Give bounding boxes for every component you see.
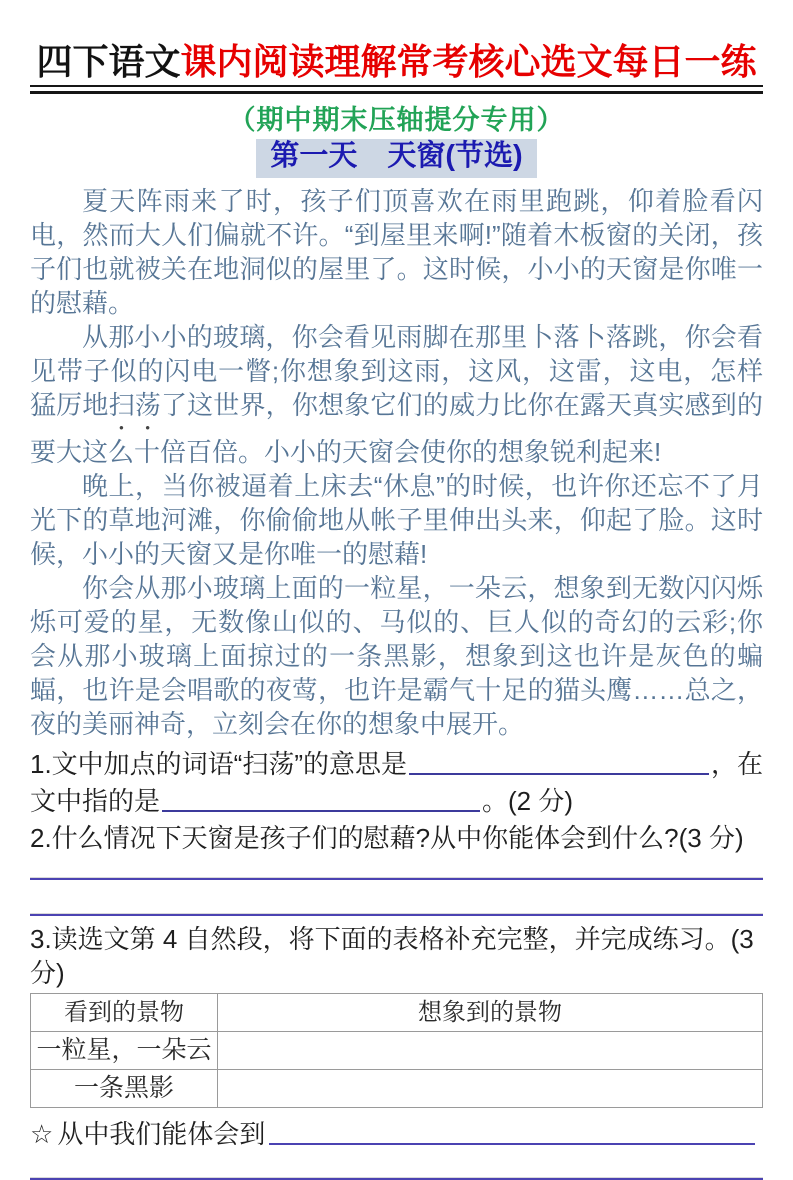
lesson-day-label: 第一天 (270, 139, 358, 172)
questions-section (30, 746, 763, 1180)
passage-paragraph-4: 你会从那小玻璃上面的一粒星，一朵云，想象到无数闪闪烁烁可爱的星，无数像山似的、马似的、巨人似的奇幻的云彩;你会从那小玻璃上面掠过的一条黑影，想象到这也许是灰色的蝙蝠，也许是会唱歌的夜莺，也许是霸气十足的猫头鹰……总之，夜的美丽神奇，立刻会在你的想象中展开。 (30, 572, 763, 739)
star-prompt-row (30, 1116, 763, 1153)
question-1-mid: ，在 (710, 748, 763, 779)
question-1-blank-1[interactable] (409, 773, 709, 775)
lesson-title: 天窗(节选) (387, 139, 523, 172)
passage-p2-before: 从那小小的玻璃，你会看见雨脚在那里卜落卜落跳，你会看见带子似的闪电一瞥;你想象到这雨，这风，这雷，这电，怎样猛厉地 (30, 321, 763, 420)
question-2: 2.什么情况下天窗是孩子们的慰藉?从中你能体会到什么?(3 分) (30, 822, 744, 853)
star-prompt-blank[interactable] (269, 1143, 755, 1145)
final-answer-line[interactable] (30, 1177, 763, 1180)
question-3: 3.读选文第 4 自然段，将下面的表格补充完整，并完成练习。(3 分) (30, 923, 754, 988)
star-prompt-text: 从中我们能体会到 (57, 1118, 266, 1149)
table-header-row (31, 993, 763, 1031)
passage-paragraph-3: 晚上，当你被逼着上床去“休息”的时候，也许你还忘不了月光下的草地河滩，你偷偷地从帐子里伸出头来，仰起了脸。这时候，小小的天窗又是你唯一的慰藉! (30, 470, 763, 569)
star-icon: ☆ (30, 1118, 54, 1149)
page-title-main: 课内阅读理解常考核心选文每日一练 (180, 41, 757, 82)
question-1-lead: 1.文中加点的词语“扫荡”的意思是 (30, 748, 408, 779)
passage-paragraph-1: 夏天阵雨来了时，孩子们顶喜欢在雨里跑跳，仰着脸看闪电，然而大人们偏就不许。“到屋里来啊!”随着木板窗的关闭，孩子们也就被关在地洞似的屋里了。这时候，小小的天窗是你唯一的慰藉。 (30, 185, 763, 318)
passage-paragraph-2 (30, 320, 763, 469)
question-1-line-1 (30, 746, 763, 783)
lesson-heading-row (30, 139, 763, 178)
title-double-underline (30, 85, 763, 94)
passage-p2-emphasized-word: 扫荡 (108, 389, 161, 420)
page-title (30, 40, 763, 84)
reading-passage (30, 184, 763, 741)
question-1-tail: 。(2 分) (482, 785, 574, 816)
page-subtitle: （期中期末压轴提分专用） (228, 104, 565, 135)
question-2-answer-line-1[interactable] (30, 877, 763, 880)
table-cell-seen-2: 一条黑影 (31, 1069, 218, 1107)
table-cell-imagined-2[interactable] (218, 1069, 763, 1107)
question-2-answer-line-2[interactable] (30, 913, 763, 916)
question-1-lead-2: 文中指的是 (30, 785, 161, 816)
scene-imagination-table (30, 993, 763, 1108)
table-row (31, 1069, 763, 1107)
table-cell-seen-1: 一粒星，一朵云 (31, 1031, 218, 1069)
table-header-seen: 看到的景物 (31, 993, 218, 1031)
table-row (31, 1031, 763, 1069)
page-title-grade: 四下语文 (36, 41, 181, 82)
passage-p2-after: 了这世界，你想象它们的威力比你在露天真实感到的要大这么十倍百倍。小小的天窗会使你的想象锐利起来! (30, 389, 763, 467)
lesson-heading (256, 139, 536, 178)
table-header-imagined: 想象到的景物 (218, 993, 763, 1031)
table-cell-imagined-1[interactable] (218, 1031, 763, 1069)
question-1-blank-2[interactable] (162, 810, 480, 812)
question-1-line-2 (30, 783, 763, 820)
